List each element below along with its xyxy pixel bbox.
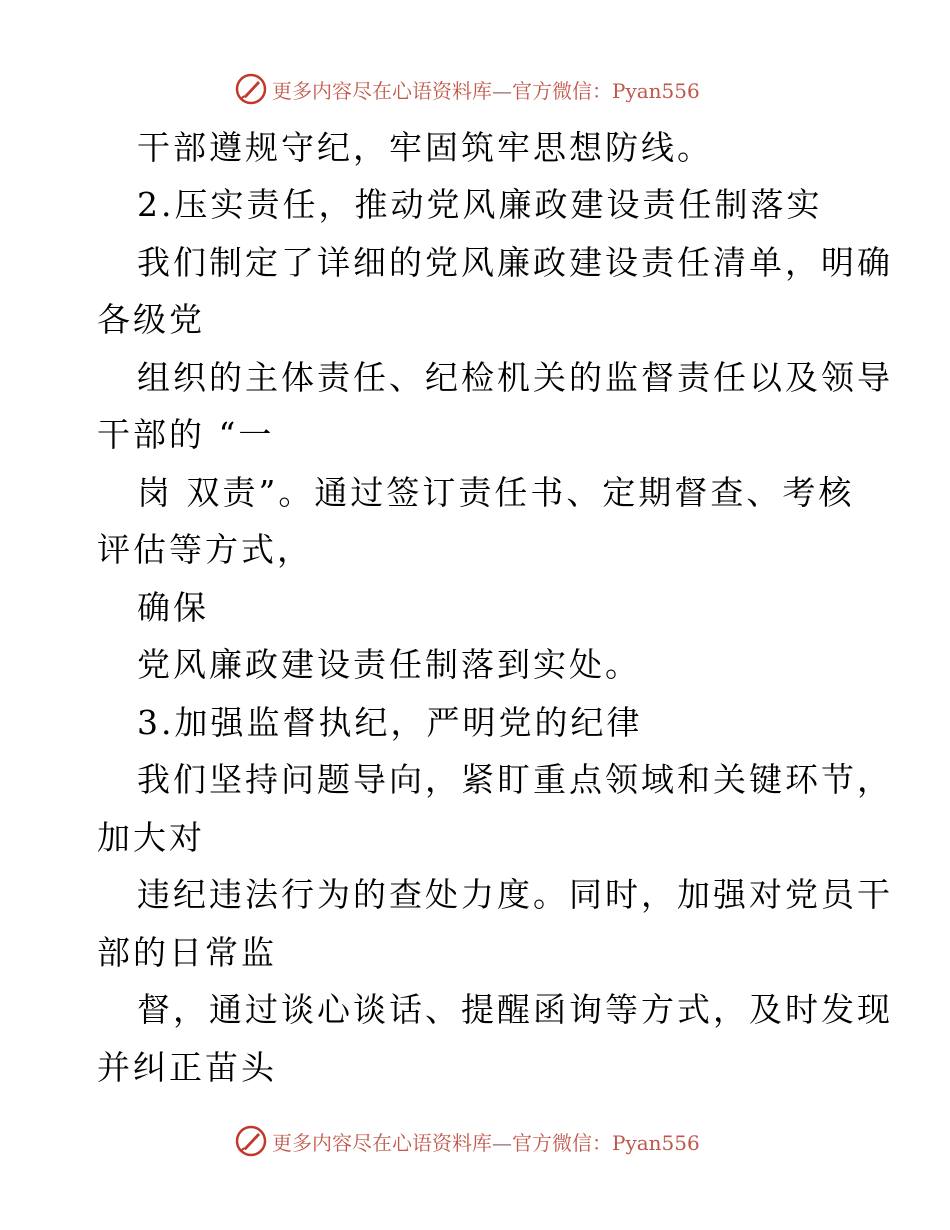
body-line: 部的日常监 xyxy=(97,933,277,972)
body-line: 干部遵规守纪，牢固筑牢思想防线。 xyxy=(137,128,713,167)
watermark-contact: 官方微信：Pyan556 xyxy=(512,78,700,103)
watermark-separator: — xyxy=(492,78,512,103)
feather-pen-circle-icon xyxy=(234,72,268,106)
footer-watermark xyxy=(234,1124,700,1158)
body-line: 我们坚持问题导向，紧盯重点领域和关键环节， xyxy=(137,760,893,799)
header-watermark xyxy=(234,72,700,106)
body-line: 我们制定了详细的党风廉政建设责任清单，明确 xyxy=(137,243,893,282)
body-line: 党风廉政建设责任制落到实处。 xyxy=(137,645,641,684)
body-line: 评估等方式， xyxy=(97,530,313,569)
watermark-separator: — xyxy=(492,1130,512,1155)
body-line: 确保 xyxy=(137,588,209,627)
body-line: 各级党 xyxy=(97,300,205,339)
watermark-text: 更多内容尽在心语资料库 xyxy=(272,78,492,103)
section-heading: 2.压实责任，推动党风廉政建设责任制落实 xyxy=(137,185,823,224)
body-line: 加大对 xyxy=(97,818,205,857)
watermark-text: 更多内容尽在心语资料库 xyxy=(272,1130,492,1155)
feather-pen-circle-icon xyxy=(234,1124,268,1158)
body-line: 违纪违法行为的查处力度。同时，加强对党员干 xyxy=(137,875,893,914)
body-line: 干部的 “一 xyxy=(97,415,275,454)
section-heading: 3.加强监督执纪，严明党的纪律 xyxy=(137,703,643,742)
body-line: 并纠正苗头 xyxy=(97,1048,277,1087)
body-line: 组织的主体责任、纪检机关的监督责任以及领导 xyxy=(137,358,893,397)
body-line: 岗 双责”。通过签订责任书、定期督查、考核 xyxy=(137,473,855,512)
watermark-contact: 官方微信：Pyan556 xyxy=(512,1130,700,1155)
body-line: 督，通过谈心谈话、提醒函询等方式，及时发现 xyxy=(137,990,893,1029)
